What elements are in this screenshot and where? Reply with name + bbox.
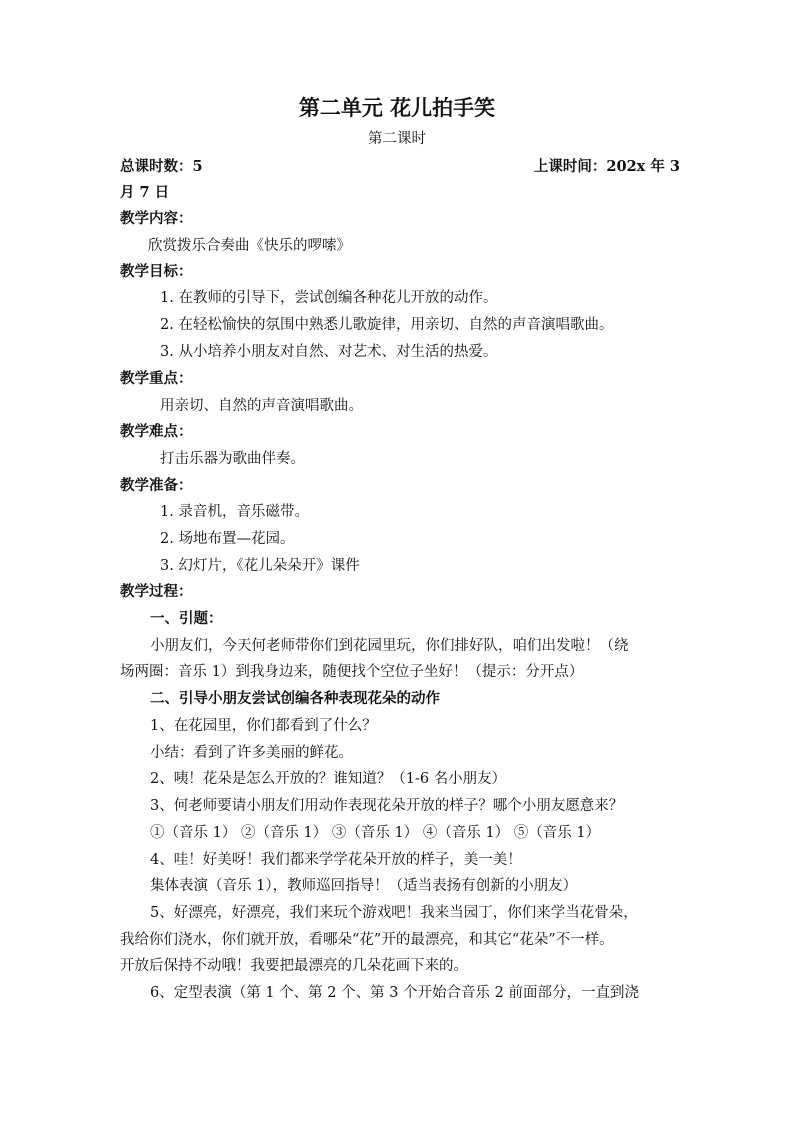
goals-heading: 教学目标： xyxy=(120,263,193,280)
total-lessons: 总课时数：5 xyxy=(120,158,203,175)
key-body: 用亲切、自然的声音演唱歌曲。 xyxy=(160,398,363,414)
sub-step: 6、定型表演（第 1 个、第 2 个、第 3 个开始合音乐 2 前面部分，一直到浇 xyxy=(150,985,639,1001)
sub-step-detail: 集体表演（音乐 1），教师巡回指导！（适当表扬有创新的小朋友） xyxy=(150,878,578,894)
sub-step-cont: 我给你们浇水，你们就开放，看哪朵“花”开的最漂亮，和其它“花朵”不一样。 xyxy=(120,932,614,948)
page-title: 第二单元 花儿拍手笑 xyxy=(298,96,496,120)
difficulty-heading: 教学难点： xyxy=(120,423,193,440)
sub-step-summary: 小结：看到了许多美丽的鲜花。 xyxy=(150,745,353,761)
meta-row xyxy=(120,157,680,177)
step1-text-cont: 场两圈：音乐 1）到我身边来，随便找个空位子坐好！（提示：分开点） xyxy=(120,664,584,680)
music-list: ①（音乐 1） ②（音乐 1） ③（音乐 1） ④（音乐 1） ⑤（音乐 1） xyxy=(150,825,601,841)
sub-step: 4、哇！好美呀！我们都来学学花朵开放的样子，美一美！ xyxy=(150,852,522,868)
difficulty-body: 打击乐器为歌曲伴奏。 xyxy=(160,451,305,467)
page-subtitle: 第二课时 xyxy=(368,131,426,147)
sub-step: 3、何老师要请小朋友们用动作表现花朵开放的样子？哪个小朋友愿意来？ xyxy=(150,798,624,814)
process-heading: 教学过程： xyxy=(120,583,193,600)
content-heading: 教学内容： xyxy=(120,210,193,227)
goal-item: 3. 从小培养小朋友对自然、对艺术、对生活的热爱。 xyxy=(160,344,498,360)
prep-item: 2. 场地布置—花园。 xyxy=(160,531,295,547)
sub-step: 1、在花园里，你们都看到了什么？ xyxy=(150,718,377,734)
class-time-cont: 月 7 日 xyxy=(120,184,170,201)
goal-item: 1. 在教师的引导下，尝试创编各种花儿开放的动作。 xyxy=(160,290,498,306)
prep-item: 3. 幻灯片，《花儿朵朵开》课件 xyxy=(160,558,360,574)
sub-step: 2、咦！花朵是怎么开放的？谁知道？（1-6 名小朋友） xyxy=(150,771,507,787)
prep-heading: 教学准备： xyxy=(120,477,193,494)
key-heading: 教学重点： xyxy=(120,370,193,387)
goal-item: 2. 在轻松愉快的氛围中熟悉儿歌旋律，用亲切、自然的声音演唱歌曲。 xyxy=(160,317,614,333)
step2-heading: 二、引导小朋友尝试创编各种表现花朵的动作 xyxy=(150,690,440,707)
class-time: 上课时间：202x 年 3 xyxy=(533,158,680,175)
step1-heading: 一、引题： xyxy=(150,610,223,627)
prep-item: 1. 录音机，音乐磁带。 xyxy=(160,504,309,520)
step1-text: 小朋友们，今天何老师带你们到花园里玩，你们排好队，咱们出发啦！（绕 xyxy=(150,638,629,654)
sub-step: 5、好漂亮，好漂亮，我们来玩个游戏吧！我来当园丁，你们来学当花骨朵， xyxy=(150,905,638,921)
sub-step-cont: 开放后保持不动哦！我要把最漂亮的几朵花画下来的。 xyxy=(120,958,468,974)
content-body: 欣赏拨乐合奏曲《快乐的啰嗦》 xyxy=(148,238,351,254)
